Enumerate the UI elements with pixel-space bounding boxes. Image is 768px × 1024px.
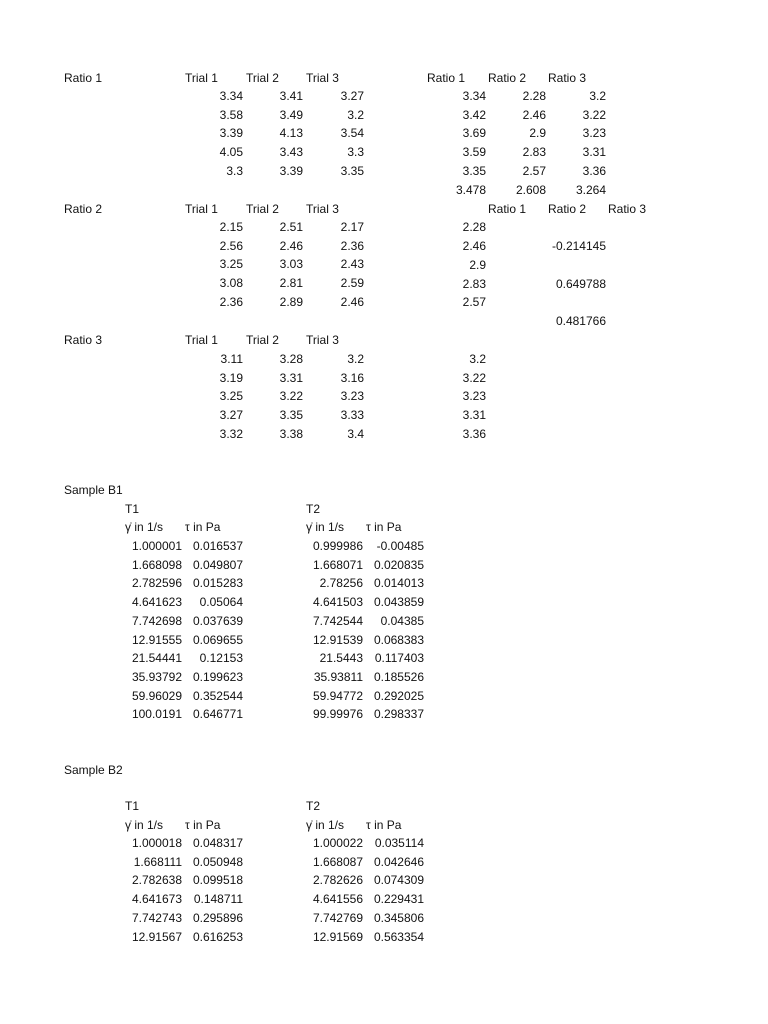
shear-stress-value: 0.014013: [373, 576, 424, 590]
shear-rate-value: 1.668111: [133, 855, 182, 869]
trial-value: 3.38: [279, 427, 303, 441]
shear-rate-value: 12.91539: [312, 633, 363, 647]
ratio-3-header-trial-1: Trial 1: [185, 333, 218, 347]
shear-stress-value: 0.12153: [199, 651, 243, 665]
sample-b1-label: Sample B1: [64, 483, 123, 497]
trial-value: 3.34: [219, 89, 243, 103]
trial-value: 3.3: [226, 164, 243, 178]
trial-value: 2.36: [219, 295, 243, 309]
shear-rate-value: 59.94772: [312, 689, 363, 703]
trial-value: 4.13: [279, 126, 303, 140]
shear-stress-value: 0.185526: [373, 670, 424, 684]
shear-stress-value: 0.292025: [373, 689, 424, 703]
shear-rate-value: 2.782596: [131, 576, 182, 590]
trial-value: 3.35: [279, 408, 303, 422]
column-value: 3.23: [462, 389, 486, 403]
shear-rate-value: 21.5443: [319, 651, 363, 665]
sample-b1-t2-title: T2: [306, 502, 321, 516]
column-value: 3.2: [469, 352, 486, 366]
column-value: 2.9: [469, 258, 486, 272]
stats-value: 0.649788: [555, 277, 606, 291]
summary-value: 3.59: [462, 145, 486, 159]
trial-value: 2.81: [279, 276, 303, 290]
trial-value: 3.11: [220, 352, 243, 366]
column-value: 2.83: [462, 277, 486, 291]
trial-value: 3.58: [219, 108, 243, 122]
shear-rate-value: 7.742769: [312, 911, 363, 925]
ratio-2-header-trial-1: Trial 1: [185, 202, 218, 216]
trial-value: 3.31: [279, 371, 303, 385]
trial-value: 2.43: [340, 257, 364, 271]
summary-value: 2.46: [522, 108, 546, 122]
trial-value: 3.2: [347, 108, 364, 122]
shear-rate-value: 1.668098: [131, 558, 182, 572]
trial-value: 3.41: [279, 89, 303, 103]
shear-stress-value: 0.068383: [373, 633, 424, 647]
shear-stress-value: 0.295896: [192, 911, 243, 925]
trial-value: 3.22: [279, 389, 303, 403]
shear-stress-value: 0.015283: [192, 576, 243, 590]
shear-stress-value: -0.00485: [376, 539, 424, 553]
sample-b2-t2-shear-rate-header: γ̇ in 1/s: [306, 818, 345, 832]
column-value: 2.57: [462, 295, 486, 309]
shear-stress-value: 0.646771: [192, 707, 243, 721]
shear-rate-value: 2.78256: [319, 576, 363, 590]
summary-value: 3.23: [582, 126, 606, 140]
trial-value: 2.15: [219, 220, 243, 234]
shear-rate-value: 35.93811: [313, 670, 363, 684]
summary-value: 3.36: [582, 164, 606, 178]
shear-stress-value: 0.043859: [373, 595, 424, 609]
shear-rate-value: 1.668071: [312, 558, 363, 572]
shear-stress-value: 0.074309: [373, 873, 424, 887]
trial-value: 3.39: [279, 164, 303, 178]
summary-value: 3.22: [582, 108, 606, 122]
shear-rate-value: 0.999986: [312, 539, 363, 553]
ratio-3-header-trial-3: Trial 3: [306, 333, 339, 347]
sample-b1-t2-stress-header: τ in Pa: [366, 520, 402, 534]
shear-rate-value: 12.91567: [131, 930, 182, 944]
shear-rate-value: 99.99976: [312, 707, 363, 721]
trial-value: 2.46: [279, 239, 303, 253]
trial-value: 2.46: [340, 295, 364, 309]
shear-stress-value: 0.050948: [192, 855, 243, 869]
trial-value: 3.3: [347, 145, 364, 159]
shear-rate-value: 4.641503: [312, 595, 363, 609]
trial-value: 3.03: [279, 257, 303, 271]
sample-b2-t2-stress-header: τ in Pa: [366, 818, 402, 832]
sample-b2-t1-shear-rate-header: γ̇ in 1/s: [125, 818, 164, 832]
trial-value: 2.89: [279, 295, 303, 309]
trial-value: 3.32: [219, 427, 243, 441]
trial-value: 3.33: [340, 408, 364, 422]
shear-rate-value: 2.782626: [312, 873, 363, 887]
shear-stress-value: 0.229431: [373, 892, 424, 906]
trial-value: 2.17: [340, 220, 364, 234]
shear-stress-value: 0.069655: [192, 633, 243, 647]
shear-rate-value: 12.91555: [131, 633, 182, 647]
ratio-2-header-trial-3: Trial 3: [306, 202, 339, 216]
shear-stress-value: 0.117403: [374, 651, 424, 665]
trial-value: 3.08: [219, 276, 243, 290]
summary-value: 2.9: [529, 126, 546, 140]
trial-value: 3.25: [219, 257, 243, 271]
ratio-1-header-trial-1: Trial 1: [185, 71, 218, 85]
summary-header-ratio-1: Ratio 1: [427, 71, 466, 85]
summary-header-ratio-2: Ratio 2: [488, 71, 527, 85]
sample-b2-t2-title: T2: [306, 799, 321, 813]
shear-rate-value: 1.000018: [131, 836, 182, 850]
shear-stress-value: 0.042646: [373, 855, 424, 869]
summary-value: 3.42: [462, 108, 486, 122]
shear-rate-value: 7.742743: [131, 911, 182, 925]
ratio-2-label: Ratio 2: [64, 202, 103, 216]
shear-stress-value: 0.016537: [192, 539, 243, 553]
summary-value: 3.34: [462, 89, 486, 103]
shear-stress-value: 0.049807: [192, 558, 243, 572]
shear-stress-value: 0.298337: [373, 707, 424, 721]
column-value: 3.36: [462, 427, 486, 441]
sample-b1-t1-stress-header: τ in Pa: [185, 520, 221, 534]
trial-value: 3.43: [279, 145, 303, 159]
sample-b1-t2-shear-rate-header: γ̇ in 1/s: [306, 520, 345, 534]
shear-stress-value: 0.04385: [380, 614, 424, 628]
shear-rate-value: 100.0191: [131, 707, 182, 721]
ratio-1-header-trial-3: Trial 3: [306, 71, 339, 85]
trial-value: 3.39: [219, 126, 243, 140]
ratio-1-header-trial-2: Trial 2: [246, 71, 279, 85]
trial-value: 3.27: [219, 408, 243, 422]
shear-rate-value: 2.782638: [131, 873, 182, 887]
ratio-2-header-trial-2: Trial 2: [246, 202, 279, 216]
shear-rate-value: 21.54441: [131, 651, 182, 665]
shear-rate-value: 4.641623: [131, 595, 182, 609]
column-value: 2.46: [462, 239, 486, 253]
shear-rate-value: 4.641673: [131, 892, 182, 906]
shear-stress-value: 0.035114: [374, 836, 424, 850]
average-ratio-1: 3.478: [455, 183, 486, 197]
shear-stress-value: 0.352544: [192, 689, 243, 703]
trial-value: 3.23: [340, 389, 364, 403]
trial-value: 2.59: [340, 276, 364, 290]
trial-value: 3.35: [340, 164, 364, 178]
trial-value: 2.51: [279, 220, 303, 234]
ratio-1-label: Ratio 1: [64, 71, 103, 85]
trial-value: 3.2: [347, 352, 364, 366]
stats-header-ratio-2: Ratio 2: [548, 202, 587, 216]
trial-value: 3.4: [347, 427, 364, 441]
shear-rate-value: 59.96029: [131, 689, 182, 703]
trial-value: 3.54: [340, 126, 364, 140]
sample-b2-t1-title: T1: [125, 799, 140, 813]
trial-value: 3.25: [219, 389, 243, 403]
column-value: 2.28: [462, 220, 486, 234]
summary-value: 3.2: [589, 89, 606, 103]
shear-stress-value: 0.048317: [192, 836, 243, 850]
trial-value: 3.28: [279, 352, 303, 366]
shear-rate-value: 1.000001: [131, 539, 182, 553]
ratio-3-header-trial-2: Trial 2: [246, 333, 279, 347]
shear-stress-value: 0.616253: [192, 930, 243, 944]
shear-rate-value: 35.93792: [131, 670, 182, 684]
trial-value: 2.36: [340, 239, 364, 253]
trial-value: 2.56: [219, 239, 243, 253]
sample-b2-t1-stress-header: τ in Pa: [185, 818, 221, 832]
trial-value: 3.49: [279, 108, 303, 122]
shear-stress-value: 0.563354: [373, 930, 424, 944]
stats-value: -0.214145: [551, 239, 606, 253]
trial-value: 3.19: [219, 371, 243, 385]
shear-stress-value: 0.345806: [373, 911, 424, 925]
shear-stress-value: 0.099518: [192, 873, 243, 887]
summary-value: 3.35: [462, 164, 486, 178]
stats-header-ratio-3: Ratio 3: [608, 202, 647, 216]
trial-value: 3.16: [340, 371, 364, 385]
shear-rate-value: 7.742544: [312, 614, 363, 628]
column-value: 3.22: [462, 371, 486, 385]
sample-b1-t1-shear-rate-header: γ̇ in 1/s: [125, 520, 164, 534]
trial-value: 3.27: [340, 89, 364, 103]
shear-rate-value: 12.91569: [312, 930, 363, 944]
shear-stress-value: 0.148711: [193, 892, 243, 906]
summary-header-ratio-3: Ratio 3: [548, 71, 587, 85]
shear-rate-value: 7.742698: [131, 614, 182, 628]
stats-value: 0.481766: [555, 314, 606, 328]
shear-rate-value: 1.668087: [312, 855, 363, 869]
sample-b2-label: Sample B2: [64, 763, 123, 777]
shear-stress-value: 0.05064: [199, 595, 243, 609]
summary-value: 3.69: [462, 126, 486, 140]
average-ratio-3: 3.264: [575, 183, 606, 197]
column-value: 3.31: [462, 408, 486, 422]
shear-rate-value: 1.000022: [312, 836, 363, 850]
shear-rate-value: 4.641556: [312, 892, 363, 906]
shear-stress-value: 0.037639: [192, 614, 243, 628]
summary-value: 2.83: [522, 145, 546, 159]
stats-header-ratio-1: Ratio 1: [488, 202, 527, 216]
summary-value: 2.28: [522, 89, 546, 103]
summary-value: 2.57: [522, 164, 546, 178]
average-ratio-2: 2.608: [515, 183, 546, 197]
trial-value: 4.05: [219, 145, 243, 159]
shear-stress-value: 0.020835: [373, 558, 424, 572]
shear-stress-value: 0.199623: [192, 670, 243, 684]
ratio-3-label: Ratio 3: [64, 333, 103, 347]
summary-value: 3.31: [582, 145, 606, 159]
sample-b1-t1-title: T1: [125, 502, 140, 516]
